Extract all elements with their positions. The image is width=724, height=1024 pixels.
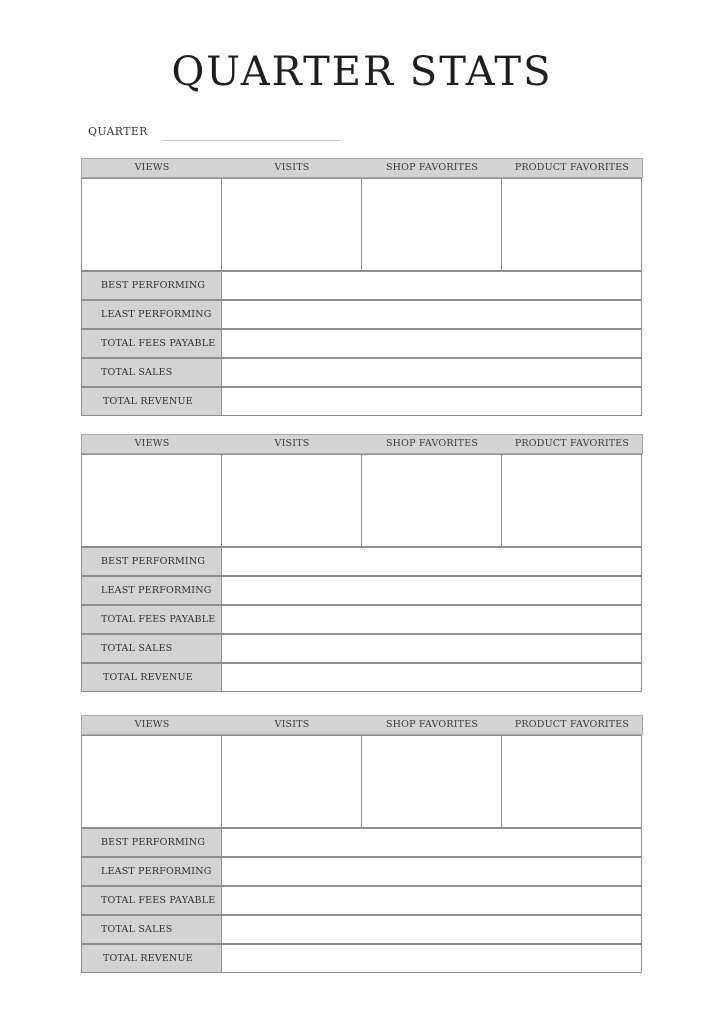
- quarter-label: QUARTER: [88, 125, 148, 138]
- shop-favorites-input-box[interactable]: [361, 454, 502, 547]
- least-performing-input[interactable]: [221, 300, 642, 329]
- total-fees-payable-input[interactable]: [221, 329, 642, 358]
- stats-header-row: [81, 158, 643, 178]
- best-performing-input[interactable]: [221, 271, 642, 300]
- total-revenue-row: [81, 663, 643, 692]
- stats-header-row: [81, 715, 643, 735]
- views-input-box[interactable]: [81, 454, 222, 547]
- total-sales-row: [81, 915, 643, 944]
- header-shop-favorites: SHOP FAVORITES: [385, 438, 479, 449]
- total-revenue-label: TOTAL REVENUE: [81, 387, 222, 416]
- total-fees-payable-label: TOTAL FEES PAYABLE: [81, 886, 222, 915]
- header-views: VIEWS: [134, 162, 170, 173]
- best-performing-input[interactable]: [221, 828, 642, 857]
- header-shop-favorites: SHOP FAVORITES: [385, 162, 479, 173]
- least-performing-label: LEAST PERFORMING: [81, 300, 222, 329]
- header-product-favorites: PRODUCT FAVORITES: [514, 162, 630, 173]
- product-favorites-input-box[interactable]: [501, 454, 642, 547]
- total-fees-payable-label: TOTAL FEES PAYABLE: [81, 605, 222, 634]
- views-input-box[interactable]: [81, 735, 222, 828]
- best-performing-row: [81, 547, 643, 576]
- least-performing-row: [81, 857, 643, 886]
- total-fees-payable-row: [81, 329, 643, 358]
- total-revenue-input[interactable]: [221, 663, 642, 692]
- total-revenue-row: [81, 387, 643, 416]
- product-favorites-input-box[interactable]: [501, 735, 642, 828]
- total-revenue-label: TOTAL REVENUE: [81, 663, 222, 692]
- header-visits: VISITS: [274, 719, 310, 730]
- visits-input-box[interactable]: [221, 735, 362, 828]
- best-performing-input[interactable]: [221, 547, 642, 576]
- page-title: QUARTER STATS: [171, 49, 553, 95]
- header-visits: VISITS: [274, 438, 310, 449]
- total-sales-label: TOTAL SALES: [81, 358, 222, 387]
- header-views: VIEWS: [134, 719, 170, 730]
- quarter-input-line[interactable]: [162, 140, 340, 141]
- total-sales-row: [81, 358, 643, 387]
- total-sales-label: TOTAL SALES: [81, 634, 222, 663]
- total-fees-payable-row: [81, 886, 643, 915]
- visits-input-box[interactable]: [221, 178, 362, 271]
- shop-favorites-input-box[interactable]: [361, 735, 502, 828]
- header-shop-favorites: SHOP FAVORITES: [385, 719, 479, 730]
- best-performing-row: [81, 828, 643, 857]
- best-performing-label: BEST PERFORMING: [81, 271, 222, 300]
- total-fees-payable-label: TOTAL FEES PAYABLE: [81, 329, 222, 358]
- total-fees-payable-row: [81, 605, 643, 634]
- best-performing-row: [81, 271, 643, 300]
- total-sales-input[interactable]: [221, 915, 642, 944]
- total-revenue-input[interactable]: [221, 387, 642, 416]
- header-product-favorites: PRODUCT FAVORITES: [514, 719, 630, 730]
- stats-header-row: [81, 434, 643, 454]
- total-sales-row: [81, 634, 643, 663]
- total-sales-label: TOTAL SALES: [81, 915, 222, 944]
- total-revenue-row: [81, 944, 643, 973]
- least-performing-row: [81, 300, 643, 329]
- total-fees-payable-input[interactable]: [221, 886, 642, 915]
- header-product-favorites: PRODUCT FAVORITES: [514, 438, 630, 449]
- best-performing-label: BEST PERFORMING: [81, 547, 222, 576]
- least-performing-input[interactable]: [221, 857, 642, 886]
- total-sales-input[interactable]: [221, 634, 642, 663]
- visits-input-box[interactable]: [221, 454, 362, 547]
- best-performing-label: BEST PERFORMING: [81, 828, 222, 857]
- least-performing-label: LEAST PERFORMING: [81, 857, 222, 886]
- least-performing-row: [81, 576, 643, 605]
- views-input-box[interactable]: [81, 178, 222, 271]
- least-performing-input[interactable]: [221, 576, 642, 605]
- header-views: VIEWS: [134, 438, 170, 449]
- total-revenue-label: TOTAL REVENUE: [81, 944, 222, 973]
- header-visits: VISITS: [274, 162, 310, 173]
- product-favorites-input-box[interactable]: [501, 178, 642, 271]
- shop-favorites-input-box[interactable]: [361, 178, 502, 271]
- total-sales-input[interactable]: [221, 358, 642, 387]
- total-revenue-input[interactable]: [221, 944, 642, 973]
- least-performing-label: LEAST PERFORMING: [81, 576, 222, 605]
- total-fees-payable-input[interactable]: [221, 605, 642, 634]
